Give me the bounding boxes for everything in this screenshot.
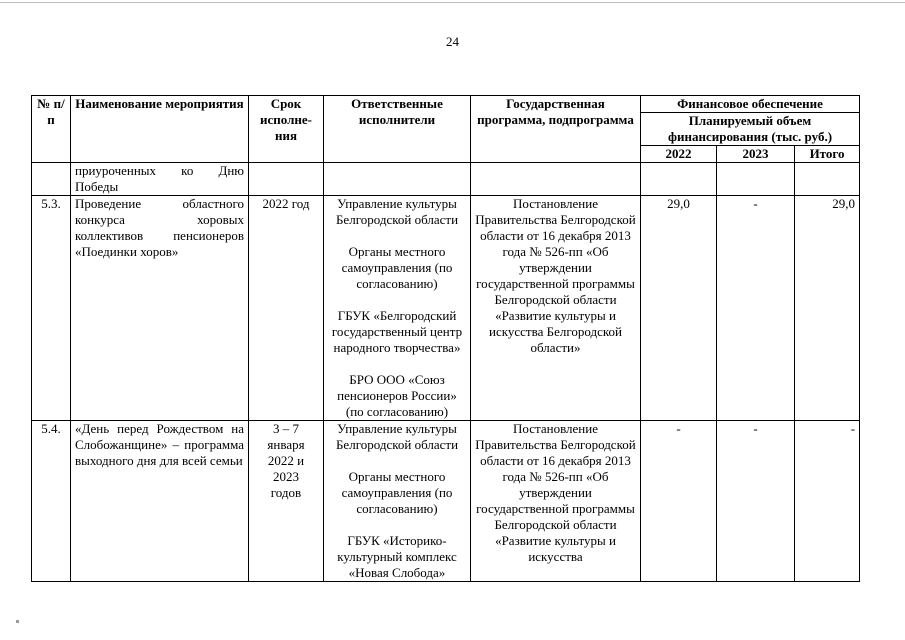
cell-term: 2022 год (249, 196, 324, 421)
cell-2022: - (641, 421, 717, 582)
cell-executors (324, 421, 471, 582)
cell-executors (324, 163, 471, 196)
page-top-edge (0, 2, 905, 3)
cell-2023: - (717, 421, 795, 582)
executor-item: ГБУК «Историко-культурный комплекс «Новая Слобода» (337, 533, 457, 580)
header-term: Срок исполне-ния (249, 96, 324, 163)
header-name: Наименование мероприятия (71, 96, 249, 163)
executor-item: БРО ООО «Союз пенсионеров России» (по согласованию) (337, 372, 457, 419)
cell-2022: 29,0 (641, 196, 717, 421)
page-number: 24 (446, 34, 459, 49)
executor-item: Управление культуры Белгородской области (335, 196, 459, 227)
cell-name: приуроченных ко Дню Победы (71, 163, 249, 196)
header-total: Итого (795, 146, 860, 163)
header-finance: Финансовое обеспечение (641, 96, 860, 113)
header-program: Государственная программа, подпрограмма (471, 96, 641, 163)
cell-name: Проведение областного конкурса хоровых коллективов пенсионеров «Поединки хоров» (71, 196, 249, 421)
cell-2023 (717, 163, 795, 196)
cell-num (32, 163, 71, 196)
header-2023: 2023 (717, 146, 795, 163)
events-table (31, 95, 860, 582)
cell-term (249, 163, 324, 196)
cell-total: 29,0 (795, 196, 860, 421)
header-planned: Планируемый объем финансирования (тыс. руб.) (641, 113, 860, 146)
scan-speck (16, 620, 19, 623)
header-num: № п/п (32, 96, 71, 163)
table-row-5-4 (32, 421, 860, 582)
cell-num: 5.4. (32, 421, 71, 582)
cell-program: Постановление Правительства Белгородской области от 16 декабря 2013 года № 526-пп «Об утверждении государственной программы Белгородской области «Развитие культуры и искусства (471, 421, 641, 582)
cell-program (471, 163, 641, 196)
executor-item: ГБУК «Белгородский государственный центр народного творчества» (331, 308, 463, 355)
table-row-5-3 (32, 196, 860, 421)
executor-item: Органы местного самоуправления (по согласованию) (341, 244, 453, 291)
cell-program: Постановление Правительства Белгородской области от 16 декабря 2013 года № 526-пп «Об утверждении государственной программы Белгородской области «Развитие культуры и искусства Белгородской области» (471, 196, 641, 421)
cell-total: - (795, 421, 860, 582)
cell-2022 (641, 163, 717, 196)
header-row-1 (32, 96, 860, 113)
header-2022: 2022 (641, 146, 717, 163)
executor-item: Органы местного самоуправления (по согласованию) (341, 469, 453, 516)
cell-num: 5.3. (32, 196, 71, 421)
cell-executors (324, 196, 471, 421)
table-row-continuation (32, 163, 860, 196)
cell-name: «День перед Рождеством на Слобожанщине» – программа выходного дня для всей семьи (71, 421, 249, 582)
cell-total (795, 163, 860, 196)
header-executors: Ответственные исполнители (324, 96, 471, 163)
cell-2023: - (717, 196, 795, 421)
cell-term: 3 – 7 января 2022 и 2023 годов (249, 421, 324, 582)
executor-item: Управление культуры Белгородской области (335, 421, 459, 452)
